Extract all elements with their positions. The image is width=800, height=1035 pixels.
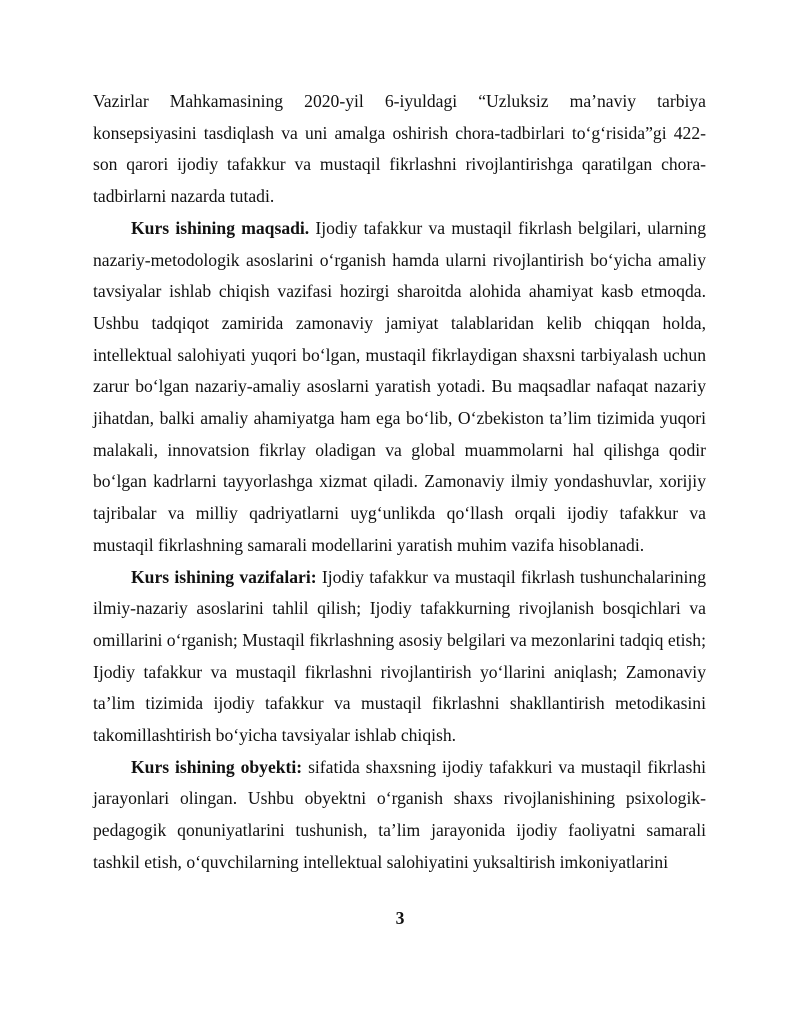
object-heading: Kurs ishining obyekti: [131,756,303,777]
purpose-heading: Kurs ishining maqsadi. [131,217,310,238]
paragraph-object [93,752,706,879]
purpose-text: Ijodiy tafakkur va mustaqil fikrlash belgilari, ularning nazariy-metodologik asoslarini o‘rganish hamda ularni rivojlantirish bo‘yicha amaliy tavsiyalar ishlab chiqish vazifasi hozirgi sharoitda alohida ahamiyat kasb etmoqda. Ushbu tadqiqot zamirida zamonaviy jamiyat talablaridan kelib chiqqan holda, intellektual salohiyati yuqori bo‘lgan, mustaqil fikrlaydigan shaxsni tarbiyalash uchun zarur bo‘lgan nazariy-amaliy asoslarni yaratish yotadi. Bu maqsadlar nafaqat nazariy jihatdan, balki amaliy ahamiyatga ham ega bo‘lib, O‘zbekiston ta’lim tizimida yuqori malakali, innovatsion fikrlay oladigan va global muammolarni hal qilishga qodir bo‘lgan kadrlarni tayyorlashga xizmat qiladi. Zamonaviy ilmiy yondashuvlar, xorijiy tajribalar va milliy qadriyatlarni uyg‘unlikda qo‘llash orqali ijodiy tafakkur va mustaqil fikrlashning samarali modellarini yaratish muhim vazifa hisoblanadi. [93,217,706,555]
paragraph-tasks [93,562,706,752]
paragraph-purpose [93,213,706,562]
paragraph-intro [93,86,706,213]
tasks-text: Ijodiy tafakkur va mustaqil fikrlash tushunchalarining ilmiy-nazariy asoslarini tahlil qilish; Ijodiy tafakkurning rivojlanish bosqichlari va omillarini o‘rganish; Mustaqil fikrlashning asosiy belgilari va mezonlarini tadqiq etish; Ijodiy tafakkur va mustaqil fikrlashni rivojlantirish yo‘llarini aniqlash; Zamonaviy ta’lim tizimida ijodiy tafakkur va mustaqil fikrlashni shakllantirish metodikasini takomillashtirish bo‘yicha tavsiyalar ishlab chiqish. [93,566,706,746]
tasks-heading: Kurs ishining vazifalari: [131,566,317,587]
object-text: sifatida shaxsning ijodiy tafakkuri va mustaqil fikrlashi jarayonlari olingan. Ushbu obyektni o‘rganish shaxs rivojlanishining psixologik-pedagogik qonuniyatlarini tushunish, ta’lim jarayonida ijodiy faoliyatni samarali tashkil etish, o‘quvchilarning intellektual salohiyatini yuksaltirish imkoniyatlarini [93,756,707,872]
paragraph-intro-text: Vazirlar Mahkamasining 2020-yil 6-iyuldagi “Uzluksiz ma’naviy tarbiya konsepsiyasini tasdiqlash va uni amalga oshirish chora-tadbirlari to‘g‘risida”gi 422-son qarori ijodiy tafakkur va mustaqil fikrlashni rivojlantirishga qaratilgan chora-tadbirlarni nazarda tutadi. [93,91,706,207]
page-number: 3 [395,908,405,928]
body-text [93,86,706,879]
